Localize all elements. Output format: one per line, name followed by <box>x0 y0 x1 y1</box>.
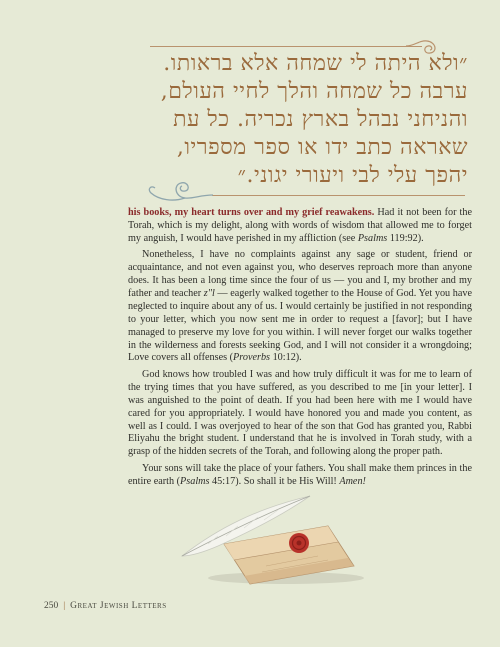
paragraph-1 <box>128 207 472 246</box>
paragraph-text: Nonetheless, I have no complaints against any sage or student, friend or acquaintance, and not even against you, who deserves reproach more than anyone does. It has been a long time since the four of us — you and I, my brother and my father and teacher <box>128 249 472 299</box>
citation-book: Proverbs <box>233 352 271 364</box>
paragraph-text: 10:12). <box>270 352 302 364</box>
paragraph-text: Your sons will take the place of your fathers. You shall make them princes in the entire earth ( <box>128 462 472 487</box>
paragraph-text: God knows how troubled I was and how truly difficult it was for me to learn of the trying times that you have suffered, as you described to me [in your letter]. I was anguished to the point of death. If you had been here with me I would have cared for you appropriately. I would have honored you and made you content, as well as I could. I was overjoyed to hear of the son that God has granted you, Rabbi Eliyahu the bright student. I understand that he is involved in Torah study, with a grasp of the hidden secrets of the Torah, and following along the proper path. <box>128 368 472 458</box>
paragraph-4 <box>128 463 472 489</box>
citation-book: Psalms <box>357 232 388 244</box>
pull-quote-line: יהפך עלי לבי ויעורי יגוני.״ <box>237 163 468 188</box>
page-number: 250 <box>44 601 59 611</box>
hebrew-pull-quote <box>160 50 468 190</box>
paragraph-text: Had it not been for the Torah, which is my delight, along with words of wisdom that allowed me to forget my anguish, I would have perished in my affliction (see <box>128 207 472 244</box>
quill-and-sealed-letter-illustration <box>178 486 378 586</box>
paragraph-3 <box>128 369 472 459</box>
honorific-abbreviation: z"l <box>203 287 215 299</box>
paragraph-text: — eagerly walked together to the House of God. Yet you have neglected to inquire about any of us. I would certainly be justified in not responding to your letter, which you now sent me in order to request a [favor]; but I have managed to preserve my love for you within. I will never forget our walks together in the wilderness and forests seeking God, and I will not consider it a wrongdoing; Love covers all offenses ( <box>128 287 472 364</box>
lead-in-text: his books, my heart turns over and my grief reawakens. <box>128 207 375 218</box>
bottom-decorative-rule <box>212 195 465 196</box>
page-footer <box>44 601 167 611</box>
top-decorative-rule <box>150 46 422 47</box>
paragraph-text: 45:17). So shall it be His Will! <box>209 475 340 487</box>
running-book-title: Great Jewish Letters <box>70 601 167 611</box>
footer-separator: | <box>63 601 66 611</box>
pull-quote-line: שאראה כתב ידו או ספר מספריו, <box>176 135 468 160</box>
letter-body <box>128 207 472 492</box>
closing-amen: Amen! <box>339 475 366 487</box>
pull-quote-line: ״ולא היתה לי שמחה אלא בראותו. <box>163 51 468 76</box>
pull-quote-line: ערבה כל שמחה והלך לחיי העולם, <box>160 79 468 104</box>
paragraph-text: 119:92). <box>387 232 424 244</box>
pull-quote-line: והניחני נבהל בארץ נכריה. כל עת <box>173 107 468 132</box>
wax-seal-icon <box>289 533 309 553</box>
citation-book: Psalms <box>180 475 210 487</box>
paragraph-2 <box>128 249 472 365</box>
